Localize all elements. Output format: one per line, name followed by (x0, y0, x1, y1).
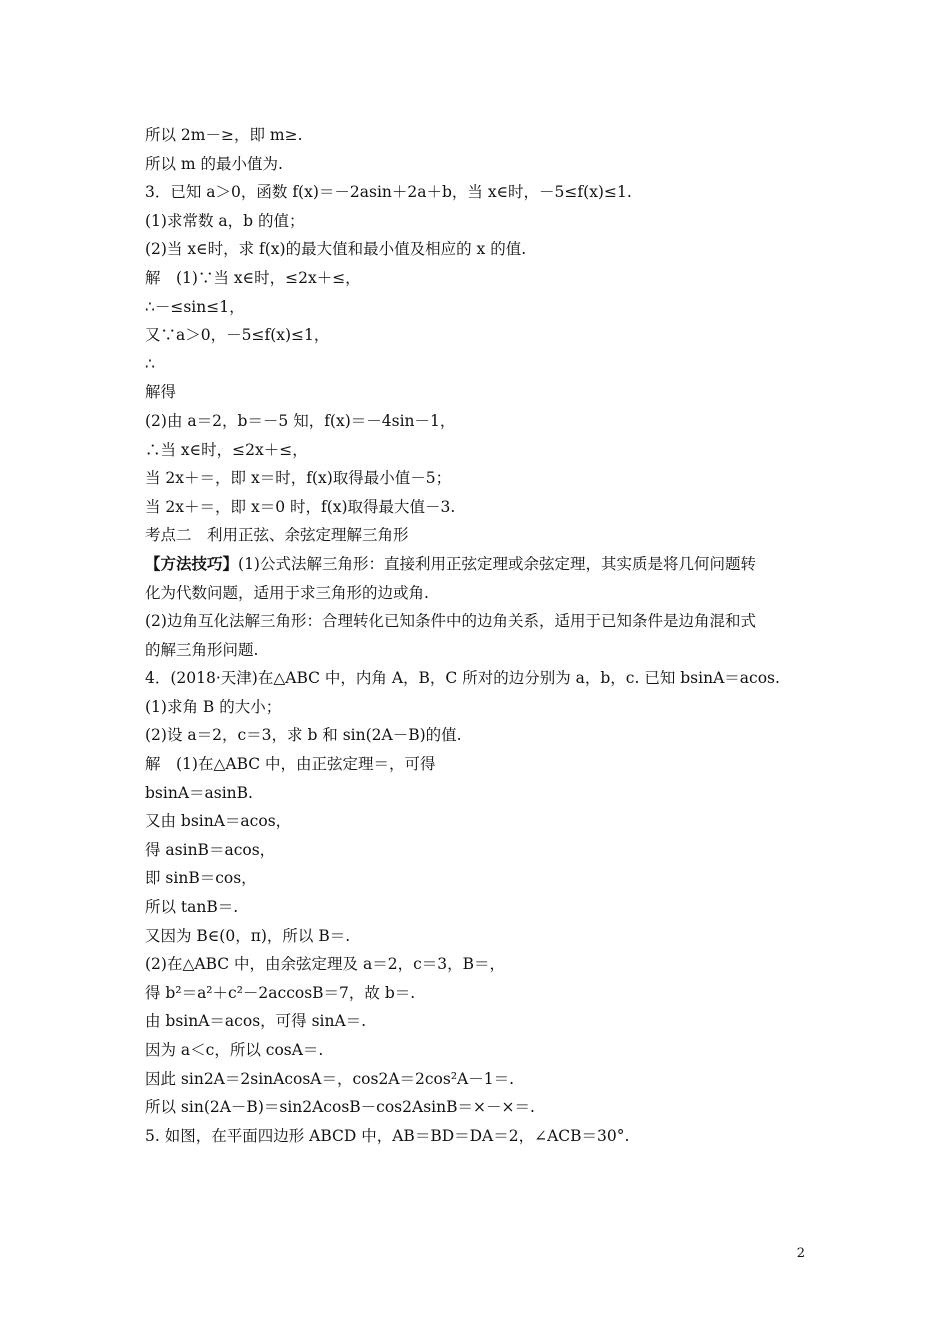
problem-4-part-1: (1)求角 B 的大小； (145, 697, 282, 716)
solution-line: 因为 a＜c，所以 cosA＝. (145, 1041, 324, 1059)
problem-3-part-1: (1)求常数 a，b 的值； (145, 211, 305, 230)
solution-line: 当 2x＋＝，即 x＝时，f(x)取得最小值－5； (145, 469, 452, 488)
method-tip-tag: 【方法技巧】 (145, 553, 239, 573)
solution-line: (2)在△ABC 中，由余弦定理及 a＝2，c＝3，B＝， (145, 955, 505, 974)
problem-4-statement: 4．(2018·天津)在△ABC 中，内角 A，B，C 所对的边分别为 a，b，c. 已知 bsinA＝acos. (145, 669, 780, 688)
solution-line: 即 sinB＝cos， (145, 869, 257, 888)
solution-line: 因此 sin2A＝2sinAcosA＝，cos2A＝2cos²A－1＝. (145, 1069, 515, 1088)
solution-line: ∴当 x∈时，≤2x＋≤， (145, 440, 308, 459)
method-tip-line-2: 化为代数问题，适用于求三角形的边或角. (145, 583, 429, 602)
problem-3-statement: 3．已知 a＞0，函数 f(x)＝－2asin＋2a＋b，当 x∈时，－5≤f(x)≤1. (145, 183, 632, 202)
method-tip-line-4: 的解三角形问题. (145, 640, 259, 659)
method-tip-text: (1)公式法解三角形：直接利用正弦定理或余弦定理，其实质是将几何问题转 (238, 554, 756, 573)
solution-line: ∴－≤sin≤1， (145, 297, 245, 316)
solution-line: 由 bsinA＝acos，可得 sinA＝. (145, 1012, 367, 1031)
solution-line: 所以 tanB＝. (145, 898, 239, 917)
problem-4-part-2: (2)设 a＝2，c＝3，求 b 和 sin(2A－B)的值. (145, 726, 462, 745)
problem-3-part-2: (2)当 x∈时，求 f(x)的最大值和最小值及相应的 x 的值. (145, 240, 527, 259)
solution-line: 所以 sin(2A－B)＝sin2AcosB－cos2AsinB＝×－×＝. (145, 1098, 535, 1117)
page-number: 2 (796, 1246, 805, 1261)
solution-line: 得 b²＝a²＋c²－2accosB＝7，故 b＝. (145, 983, 416, 1002)
solution-line: 解得 (145, 383, 177, 402)
solution-line: 解 (1)∵当 x∈时，≤2x＋≤， (145, 268, 361, 287)
text-line: 所以 2m－≥，即 m≥. (145, 126, 303, 144)
method-tip-line-1 (145, 550, 815, 579)
solution-line: ∴ (145, 354, 155, 373)
solution-line: 得 asinB＝acos， (145, 840, 276, 859)
page-content (145, 121, 815, 1150)
solution-line: (2)由 a＝2，b＝－5 知，f(x)＝－4sin－1， (145, 411, 456, 430)
solution-line: 解 (1)在△ABC 中，由正弦定理＝，可得 (145, 755, 436, 774)
text-line: 所以 m 的最小值为. (145, 154, 283, 173)
problem-5-statement: 5. 如图，在平面四边形 ABCD 中，AB＝BD＝DA＝2，∠ACB＝30°. (145, 1126, 630, 1145)
solution-line: 又由 bsinA＝acos， (145, 812, 292, 831)
solution-line: 当 2x＋＝，即 x＝0 时，f(x)取得最大值－3. (145, 497, 456, 516)
solution-line: 又因为 B∈(0，π)，所以 B＝. (145, 926, 351, 945)
solution-line: bsinA＝asinB. (145, 783, 253, 802)
solution-line: 又∵a＞0，－5≤f(x)≤1， (145, 326, 330, 345)
section-heading: 考点二 利用正弦、余弦定理解三角形 (145, 526, 409, 545)
method-tip-line-3: (2)边角互化法解三角形：合理转化已知条件中的边角关系，适用于已知条件是边角混和式 (145, 612, 756, 631)
